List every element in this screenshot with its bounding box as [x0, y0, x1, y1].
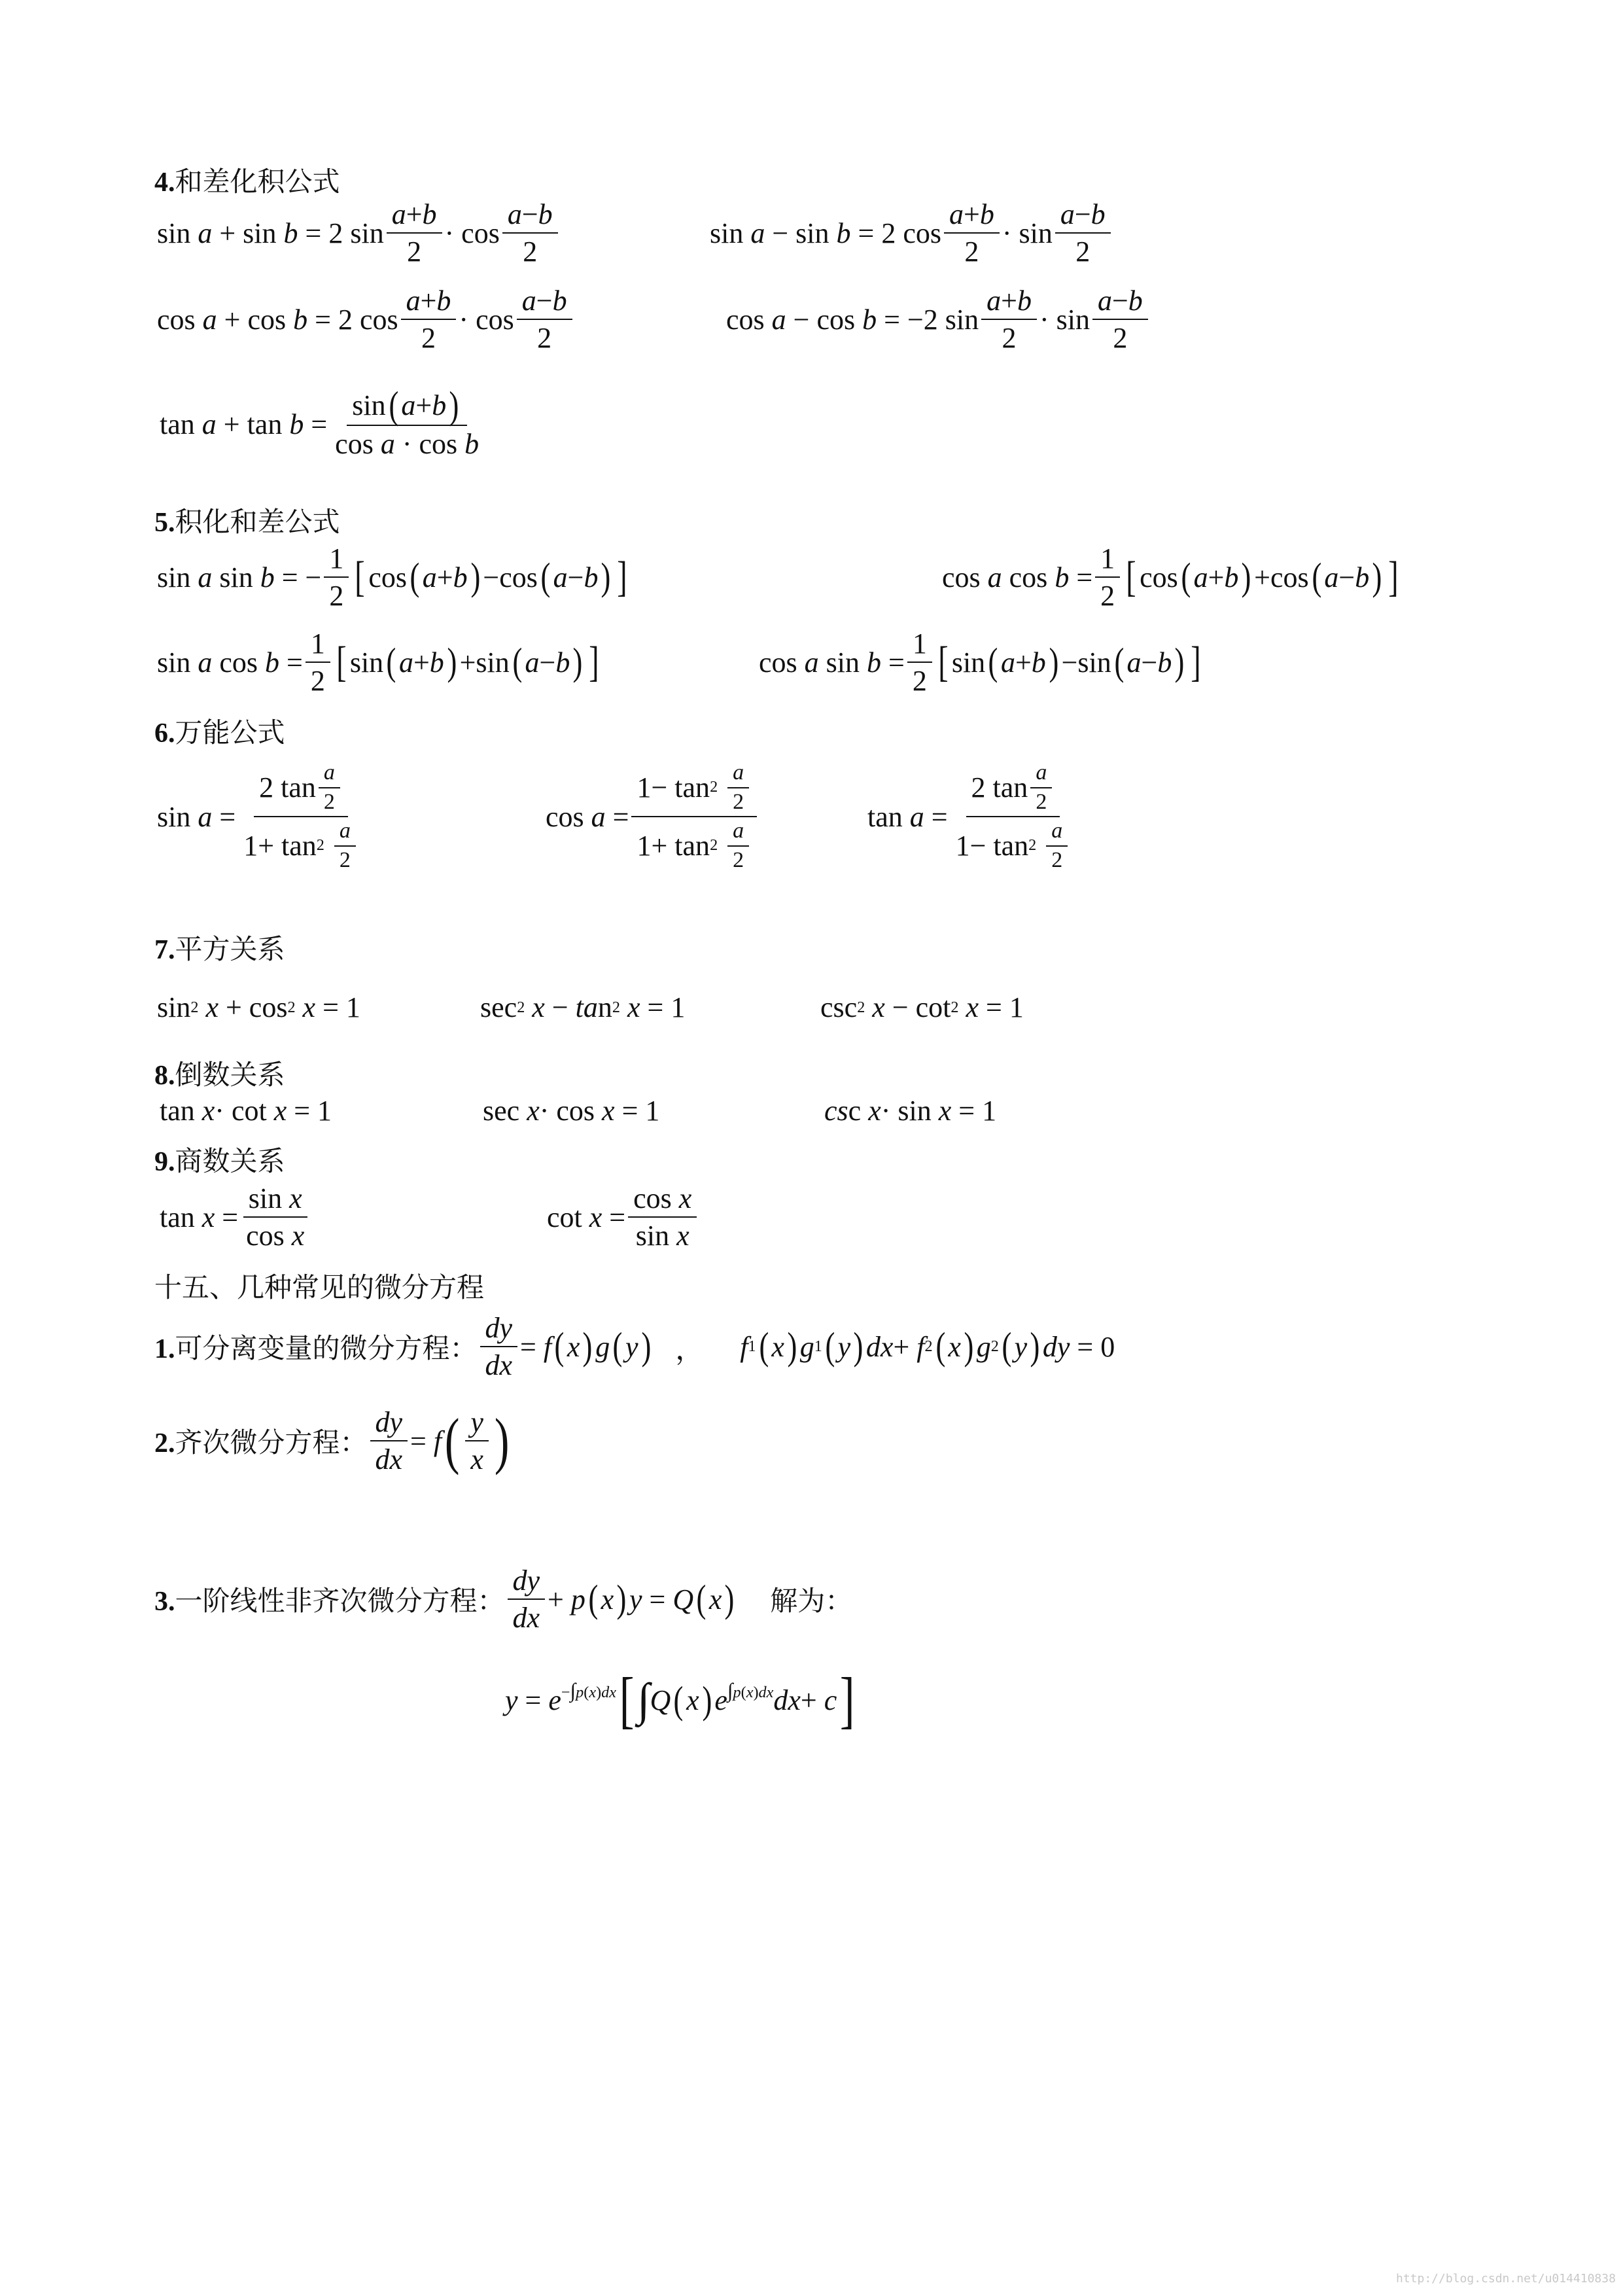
section-number: 1.: [154, 1334, 175, 1364]
formula-quotient-tan: tan x = sin x cos x: [160, 1180, 312, 1254]
formula-product-cos-sin: cos a sin b = 1 2 [ sin ( a + b ) −sin ( a − b ) ]: [759, 626, 1204, 699]
section-7-heading: [154, 928, 285, 967]
formula-product-cos-cos: cos a cos b = 1 2 [ cos ( a + b ) +cos ( a − b ) ]: [942, 540, 1402, 614]
formula-pythagorean-sin-cos: sin 2 x + cos 2 x = 1: [157, 991, 360, 1023]
ode-homogeneous: 2.齐次微分方程： dy dx = f ( y x ): [154, 1405, 510, 1475]
ode-linear-solution: y = e $^{-\int p (x )dx}$ [ ∫ Q ( x ) e $^{\int p (x )dx}$ dx + c ]: [505, 1665, 855, 1735]
section-8-heading: [154, 1053, 285, 1093]
formula-product-sin-cos: sin a cos b = 1 2 [ sin ( a + b ) +sin ( a − b ) ]: [157, 626, 602, 699]
chapter-15-heading: [154, 1266, 484, 1305]
formula-universal-cos: cos a = 1− tan 2 a 2 1+ tan 2 a 2: [546, 759, 759, 874]
section-title: 可分离变量的微分方程：: [175, 1334, 478, 1364]
formula-sum-to-product-cos-minus: cos a − cos b = −2 sin a + b 2 · sin a − b 2: [726, 283, 1151, 356]
formula-reciprocal-tan-cot: tan x · cot x = 1: [160, 1095, 332, 1127]
formula-universal-sin: sin a = 2 tan a 2 1+ tan 2 a 2: [157, 759, 366, 874]
ode-separable: 1.可分离变量的微分方程： dy dx = f ( x ) g ( y ) ， f 1 ( x ) g 1 ( y ) dx + f 2 ( x ) g 2 ( y ) dy = 0: [154, 1310, 1115, 1383]
section-number: 6.: [154, 718, 175, 749]
formula-reciprocal-sec-cos: sec x · cos x = 1: [483, 1095, 660, 1127]
ode-linear-first-order: 3.一阶线性非齐次微分方程： dy dx + p ( x ) y = Q ( x ) 解为：: [154, 1563, 852, 1636]
section-title: 商数关系: [175, 1147, 285, 1177]
formula-universal-tan: tan a = 2 tan a 2 1− tan 2 a 2: [867, 759, 1078, 874]
formula-quotient-cot: cot x = cos x sin x: [547, 1180, 699, 1254]
section-number: 2.: [154, 1428, 175, 1458]
formula-tan-sum: tan a + tan b = sin ( a + b ) cos a · cos b: [160, 383, 480, 461]
formula-reciprocal-csc-sin: cs c x · sin x = 1: [824, 1095, 997, 1127]
formula-pythagorean-csc-cot: csc 2 x − cot 2 x = 1: [820, 991, 1024, 1023]
section-number: 8.: [154, 1061, 175, 1091]
formula-sum-to-product-sin-minus: sin a − sin b = 2 cos a + b 2 · sin a − b 2: [710, 196, 1113, 270]
formula-pythagorean-sec-tan: sec 2 x − ta n 2 x = 1: [480, 991, 686, 1023]
section-title: 平方关系: [175, 935, 285, 965]
section-title: 齐次微分方程：: [175, 1428, 368, 1458]
solution-label: 解为：: [770, 1587, 853, 1617]
chapter-title: 十五、几种常见的微分方程: [154, 1273, 485, 1303]
section-9-heading: [154, 1140, 285, 1179]
section-number: 7.: [154, 935, 175, 965]
section-title: 积化和差公式: [175, 508, 340, 538]
section-number: 4.: [154, 168, 175, 198]
section-number: 5.: [154, 508, 175, 538]
section-4-heading: [154, 160, 340, 200]
section-title: 万能公式: [175, 718, 285, 749]
formula-sum-to-product-sin-plus: sin a + sin b = 2 sin a + b 2 · cos a − b 2: [157, 196, 561, 270]
section-title: 一阶线性非齐次微分方程：: [175, 1587, 505, 1617]
watermark-url: http://blog.csdn.net/u014410838: [1396, 2272, 1616, 2286]
formula-product-sin-sin: sin a sin b = − 1 2 [ cos ( a + b ) −cos ( a − b ) ]: [157, 540, 631, 614]
section-6-heading: [154, 711, 285, 751]
section-title: 倒数关系: [175, 1061, 285, 1091]
section-title: 和差化积公式: [175, 168, 340, 198]
section-5-heading: [154, 501, 340, 540]
formula-sum-to-product-cos-plus: cos a + cos b = 2 cos a + b 2 · cos a − b 2: [157, 283, 575, 356]
section-number: 3.: [154, 1587, 175, 1617]
section-number: 9.: [154, 1147, 175, 1177]
